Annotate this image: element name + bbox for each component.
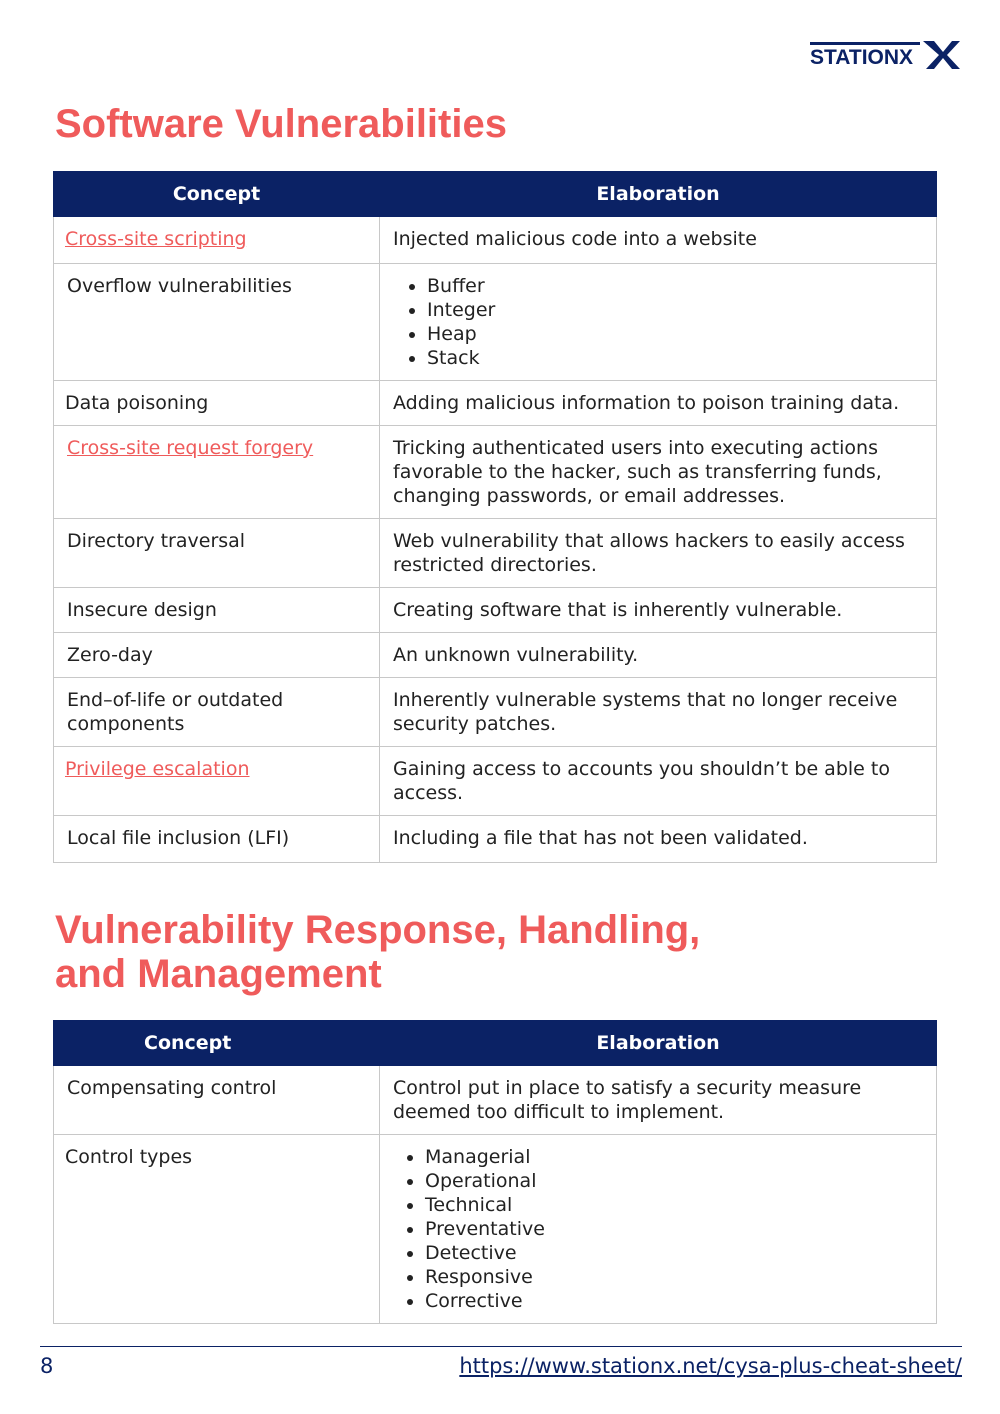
table-row <box>54 426 937 519</box>
concept-cell: Directory traversal <box>54 519 380 588</box>
table-row <box>54 1066 937 1135</box>
list-item: • Responsive <box>425 1265 923 1289</box>
concept-cell: End–of-life or outdated components <box>54 678 380 747</box>
table-header-row <box>54 172 937 217</box>
concept-cell: Overflow vulnerabilities <box>54 264 380 381</box>
table-row <box>54 264 937 381</box>
footer-url-link[interactable]: https://www.stationx.net/cysa-plus-cheat-sheet/ <box>459 1354 962 1378</box>
list-item: • Stack <box>427 346 923 370</box>
table-row <box>54 588 937 633</box>
table-header-row <box>54 1021 937 1066</box>
concept-cell <box>54 217 380 264</box>
software-vulnerabilities-table <box>53 171 937 863</box>
table-row <box>54 1135 937 1324</box>
header-elaboration: Elaboration <box>380 172 937 217</box>
elaboration-cell: Adding malicious information to poison training data. <box>380 381 937 426</box>
vulnerability-response-table <box>53 1020 937 1324</box>
table-row <box>54 381 937 426</box>
list-item: • Preventative <box>425 1217 923 1241</box>
elaboration-cell: Control put in place to satisfy a security measure deemed too difficult to implement. <box>380 1066 937 1135</box>
elaboration-cell: Including a file that has not been validated. <box>380 816 937 863</box>
list-item: • Technical <box>425 1193 923 1217</box>
concept-cell: Data poisoning <box>54 381 380 426</box>
concept-cell <box>54 747 380 816</box>
concept-cell: Zero-day <box>54 633 380 678</box>
section-title-software-vulnerabilities: Software Vulnerabilities <box>55 102 507 146</box>
list-item: • Corrective <box>425 1289 923 1313</box>
control-types-list <box>391 1145 923 1313</box>
elaboration-cell: Injected malicious code into a website <box>380 217 937 264</box>
header-concept: Concept <box>54 172 380 217</box>
concept-cell: Insecure design <box>54 588 380 633</box>
elaboration-cell: Gaining access to accounts you shouldn’t be able to access. <box>380 747 937 816</box>
page-number: 8 <box>40 1354 54 1378</box>
overflow-types-list <box>393 274 923 370</box>
section-title-line-2: and Management <box>55 952 382 996</box>
cross-site-request-forgery-link[interactable]: Cross-site request forgery <box>67 437 314 459</box>
table-row <box>54 816 937 863</box>
table-row <box>54 217 937 264</box>
elaboration-cell: Tricking authenticated users into executing actions favorable to the hacker, such as transferring funds, changing passwords, or email addresses. <box>380 426 937 519</box>
concept-cell <box>54 426 380 519</box>
header-concept: Concept <box>54 1021 380 1066</box>
elaboration-cell <box>380 264 937 381</box>
table-row <box>54 747 937 816</box>
table-row <box>54 633 937 678</box>
list-item: • Managerial <box>425 1145 923 1169</box>
elaboration-cell: Web vulnerability that allows hackers to easily access restricted directories. <box>380 519 937 588</box>
section-title-line-1: Vulnerability Response, Handling, <box>55 908 701 952</box>
list-item: • Operational <box>425 1169 923 1193</box>
elaboration-cell: Creating software that is inherently vulnerable. <box>380 588 937 633</box>
concept-cell: Compensating control <box>54 1066 380 1135</box>
list-item: • Integer <box>427 298 923 322</box>
list-item: • Heap <box>427 322 923 346</box>
list-item: • Buffer <box>427 274 923 298</box>
table-row <box>54 519 937 588</box>
section-title-vulnerability-response <box>55 908 700 996</box>
header-elaboration: Elaboration <box>380 1021 937 1066</box>
cross-site-scripting-link[interactable]: Cross-site scripting <box>65 228 247 250</box>
logo-text: STATIONX <box>810 46 914 69</box>
elaboration-cell <box>380 1135 937 1324</box>
privilege-escalation-link[interactable]: Privilege escalation <box>65 758 250 780</box>
table-row <box>54 678 937 747</box>
footer-divider <box>40 1346 962 1347</box>
concept-cell: Control types <box>54 1135 380 1324</box>
concept-cell: Local file inclusion (LFI) <box>54 816 380 863</box>
list-item: • Detective <box>425 1241 923 1265</box>
stationx-logo <box>810 40 960 70</box>
elaboration-cell: An unknown vulnerability. <box>380 633 937 678</box>
elaboration-cell: Inherently vulnerable systems that no longer receive security patches. <box>380 678 937 747</box>
